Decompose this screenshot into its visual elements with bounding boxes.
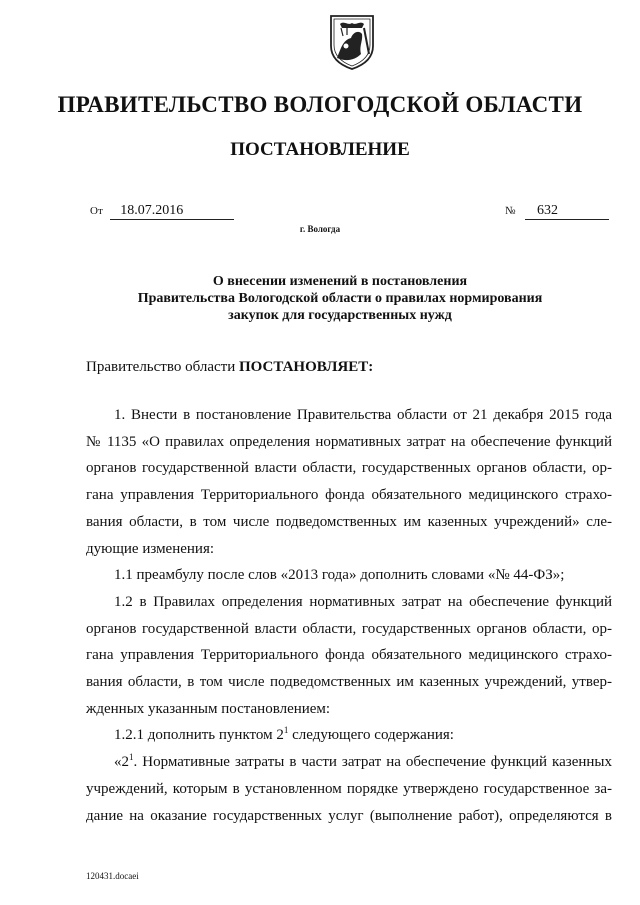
clause-text: . Нормативные затраты в части затрат на обеспечение функций казенных <box>133 754 612 771</box>
preamble-text: Правительство области <box>86 359 239 375</box>
subject-line: Правительства Вологодской области о правилах нормирования <box>137 291 543 306</box>
number-value: 632 <box>525 203 609 220</box>
body-line: дание на оказание государственных услуг (выполнение работ), определяются в <box>86 807 612 824</box>
superscript: 1 <box>283 725 289 736</box>
superscript: 1 <box>129 752 134 763</box>
file-name-footer: 120431.docaei <box>86 871 139 881</box>
clause-text: следующего содержания: <box>288 727 454 744</box>
body-line: гана управления Территориального фонда обязательного медицинского страхо- <box>86 647 612 664</box>
body-line: органов государственной власти области, государственных органов области, ор- <box>86 620 612 637</box>
coat-of-arms-emblem <box>329 14 375 70</box>
body-line <box>86 722 612 749</box>
date-prefix: От <box>90 205 103 217</box>
body-line: 1. Внести в постановление Правительства области от 21 декабря 2015 года <box>114 407 612 423</box>
city-label: г. Вологда <box>299 224 341 234</box>
clause-text: «2 <box>114 754 129 771</box>
body-line: 1.1 преамбулу после слов «2013 года» дополнить словами «№ 44-ФЗ»; <box>114 567 565 584</box>
document-number <box>505 203 609 220</box>
body-line <box>86 749 612 776</box>
document-subject <box>60 273 620 324</box>
preamble-decree: ПОСТАНОВЛЯЕТ: <box>238 359 374 375</box>
document-date <box>90 203 234 220</box>
body-line: № 1135 «О правилах определения нормативных затрат на обеспечение функций <box>86 433 612 450</box>
document-type: ПОСТАНОВЛЕНИЕ <box>230 139 410 160</box>
body-line: вания области, в том числе подведомственных им казенных учреждений» сле- <box>86 513 612 530</box>
body-line: органов государственной власти области, государственных органов области, ор- <box>86 460 612 477</box>
date-value: 18.07.2016 <box>110 203 234 220</box>
subject-line: закупок для государственных нужд <box>228 308 452 323</box>
organization-title: ПРАВИТЕЛЬСТВО ВОЛОГОДСКОЙ ОБЛАСТИ <box>57 92 583 117</box>
subject-line: О внесении изменений в постановления <box>212 274 468 289</box>
preamble <box>86 359 373 376</box>
body-line: 1.2 в Правилах определения нормативных затрат на обеспечение функций <box>114 593 612 610</box>
document-body <box>86 402 612 829</box>
body-line: дующие изменения: <box>86 540 215 557</box>
body-line: учреждений, которым в установленном порядке утверждено государственное за- <box>86 780 612 797</box>
body-line: гана управления Территориального фонда обязательного медицинского страхо- <box>86 487 612 504</box>
body-line: жденных указанным постановлением: <box>86 700 331 717</box>
number-prefix: № <box>505 205 516 217</box>
clause-text: 1.2.1 дополнить пунктом 2 <box>114 727 284 744</box>
body-line: вания области, в том числе подведомственных им казенных учреждений, утвер- <box>86 674 612 691</box>
